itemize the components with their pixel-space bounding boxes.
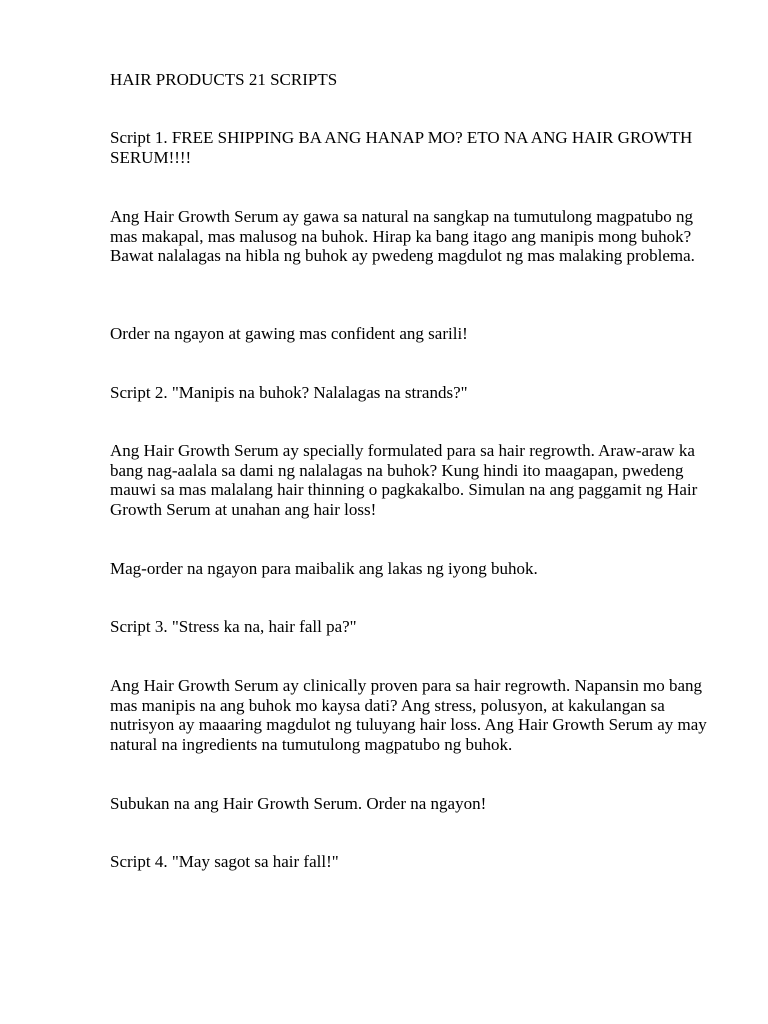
script-4-heading: Script 4. "May sagot sa hair fall!": [110, 852, 339, 871]
document-title: HAIR PRODUCTS 21 SCRIPTS: [110, 70, 338, 89]
script-3-cta: Subukan na ang Hair Growth Serum. Order na ngayon!: [110, 794, 487, 813]
script-3-body: Ang Hair Growth Serum ay clinically proven para sa hair regrowth. Napansin mo bang mas manipis na ang buhok mo kaysa dati? Ang stress, polusyon, at kakulangan sa nutrisyon ay maaaring magdulot ng tuluyang hair loss. Ang Hair Growth Serum ay may natural na ingredients na tumutulong magpatubo ng buhok.: [110, 676, 707, 754]
script-1-body: Ang Hair Growth Serum ay gawa sa natural na sangkap na tumutulong magpatubo ng mas makapal, mas malusog na buhok. Hirap ka bang itago ang manipis mong buhok? Bawat nalalagas na hibla ng buhok ay pwedeng magdulot ng mas malaking problema.: [110, 207, 695, 265]
script-2-heading: Script 2. "Manipis na buhok? Nalalagas na strands?": [110, 383, 468, 402]
script-2-cta: Mag-order na ngayon para maibalik ang lakas ng iyong buhok.: [110, 559, 538, 578]
script-1-heading: Script 1. FREE SHIPPING BA ANG HANAP MO? ETO NA ANG HAIR GROWTH SERUM!!!!: [110, 128, 693, 167]
script-3-heading: Script 3. "Stress ka na, hair fall pa?": [110, 617, 357, 636]
script-2-body: Ang Hair Growth Serum ay specially formulated para sa hair regrowth. Araw-araw ka bang nag-aalala sa dami ng nalalagas na buhok? Kung hindi ito maagapan, pwedeng mauwi sa mas malalang hair thinning o pagkakalbo. Simulan na ang paggamit ng Hair Growth Serum at unahan ang hair loss!: [110, 441, 698, 519]
script-1-cta: Order na ngayon at gawing mas confident ang sarili!: [110, 324, 468, 343]
